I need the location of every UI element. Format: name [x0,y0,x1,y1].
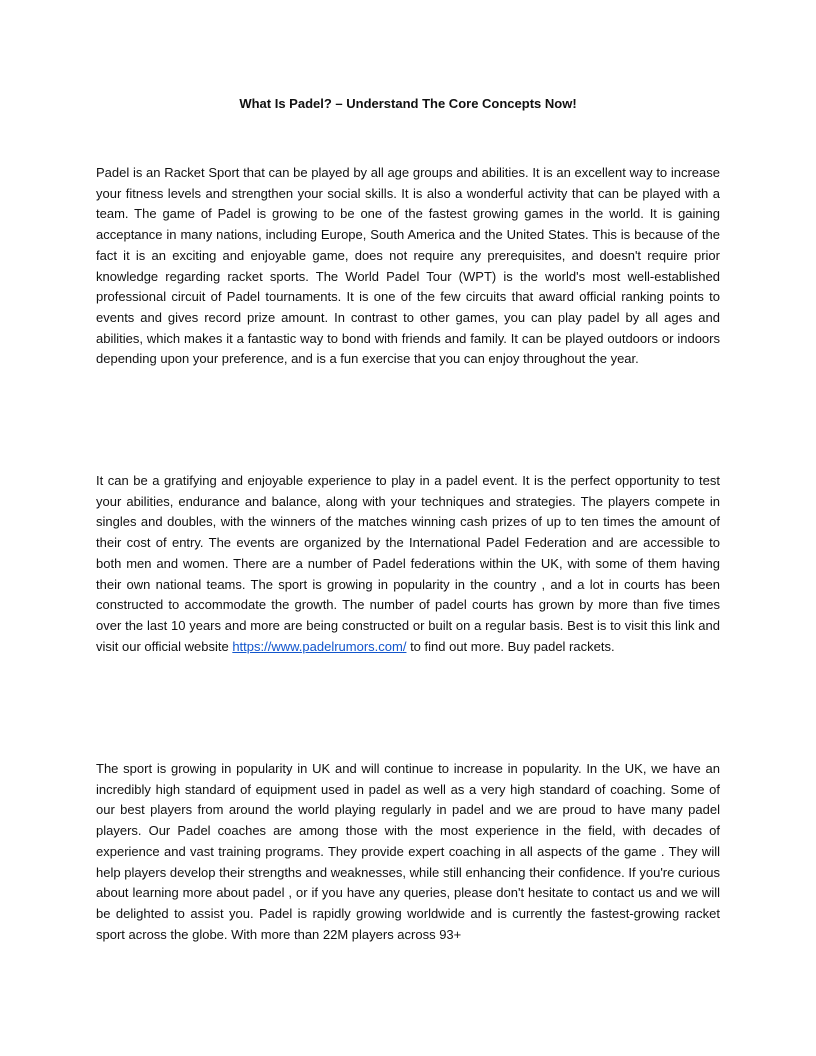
paragraph-events-text-after-link: to find out more. Buy padel rackets. [406,638,615,654]
paragraph-events [96,471,720,657]
paragraph-intro: Padel is an Racket Sport that can be played by all age groups and abilities. It is an excellent way to increase your fitness levels and strengthen your social skills. It is also a wonderful activity that can be played with a team. The game of Padel is growing to be one of the fastest growing games in the world. It is gaining acceptance in many nations, including Europe, South America and the United States. This is because of the fact it is an exciting and enjoyable game, does not require any prerequisites, and doesn't require prior knowledge regarding racket sports. The World Padel Tour (WPT) is the world's most well-established professional circuit of Padel tournaments. It is one of the few circuits that award official ranking points to events and gives record prize amount. In contrast to other games, you can play padel by all ages and abilities, which makes it a fantastic way to bond with friends and family. It can be played outdoors or indoors depending upon your preference, and is a fun exercise that you can enjoy throughout the year. [96,165,720,367]
document-title: What Is Padel? – Understand The Core Concepts Now! [239,96,577,111]
paragraph-events-text-before-link: It can be a gratifying and enjoyable experience to play in a padel event. It is the perfect opportunity to test your abilities, endurance and balance, along with your techniques and strategies. The players compete in singles and doubles, with the winners of the matches winning cash prizes of up to ten times the amount of their cost of entry. The events are organized by the International Padel Federation and are accessible to both men and women. There are a number of Padel federations within the UK, with some of them having their own national teams. The sport is growing in popularity in the country , and a lot in courts has been constructed to accommodate the growth. The number of padel courts has grown by more than five times over the last 10 years and more are being constructed or built on a regular basis. Best is to visit this link and visit our official website [96,473,720,654]
paragraph-uk-growth: The sport is growing in popularity in UK and will continue to increase in popularity. In the UK, we have an incredibly high standard of equipment used in padel as well as a very high standard of coaching. Some of our best players from around the world playing regularly in padel and we are proud to have many padel players. Our Padel coaches are among those with the most experience in the field, with decades of experience and vast training programs. They provide expert coaching in all aspects of the game . They will help players develop their strengths and weaknesses, while still enhancing their confidence. If you're curious about learning more about padel , or if you have any queries, please don't hesitate to contact us and we will be delighted to assist you. Padel is rapidly growing worldwide and is currently the fastest-growing racket sport across the globe. With more than 22M players across 93+ [96,761,720,942]
official-website-link[interactable]: https://www.padelrumors.com/ [232,638,407,654]
